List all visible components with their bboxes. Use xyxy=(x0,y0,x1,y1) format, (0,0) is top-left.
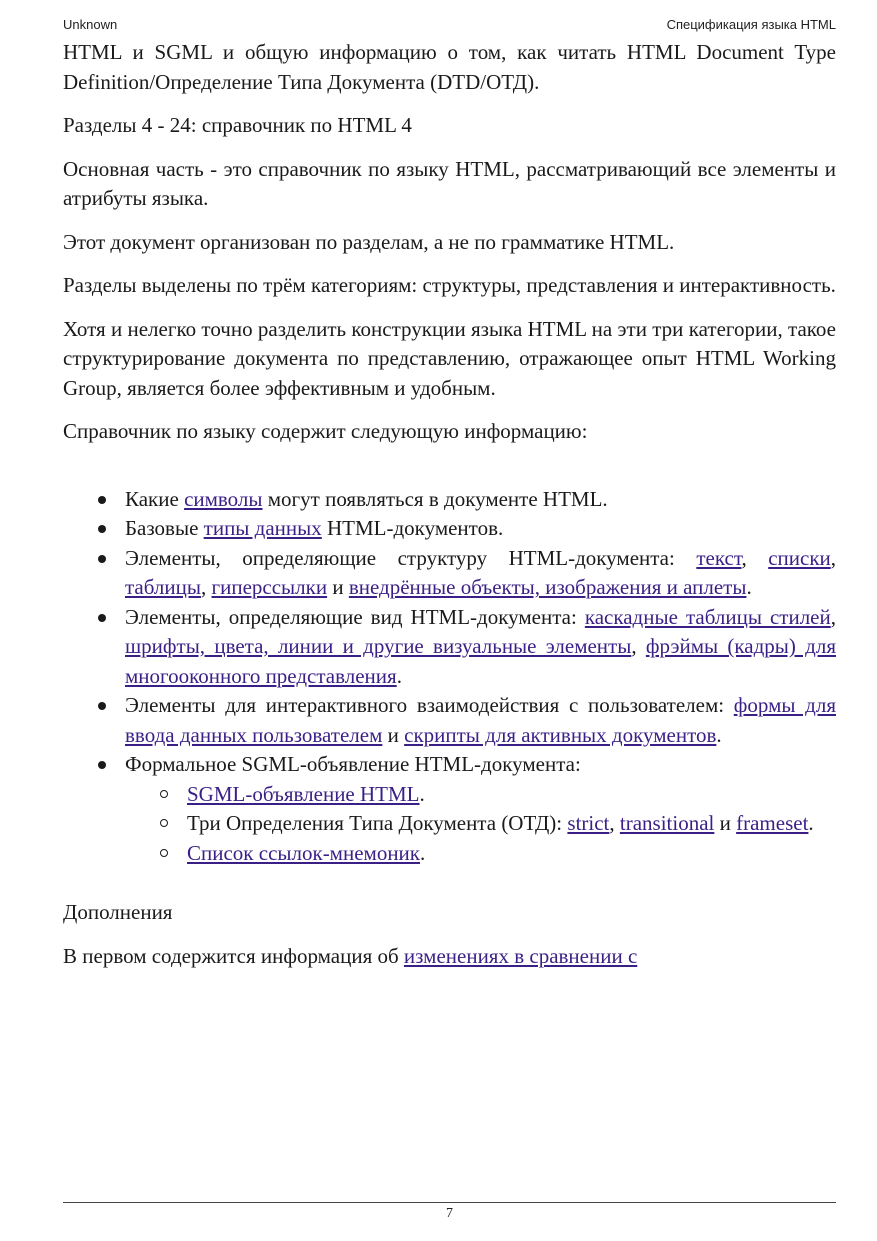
item-text: Какие xyxy=(125,486,185,511)
separator: . xyxy=(746,575,752,599)
separator: и xyxy=(382,722,405,747)
link-hyperlinks[interactable]: гиперссылки xyxy=(211,575,328,599)
separator: . xyxy=(808,811,814,835)
list-item xyxy=(125,603,836,692)
link-tables[interactable]: таблицы xyxy=(125,575,201,599)
footer-rule xyxy=(63,1202,836,1203)
item-text: Формальное SGML-объявление HTML-документа: xyxy=(125,752,581,776)
link-text[interactable]: текст xyxy=(696,545,742,570)
separator: . xyxy=(419,781,425,806)
paragraph: Этот документ организован по разделам, а не по грамматике HTML. xyxy=(63,229,675,254)
separator: , xyxy=(631,634,646,658)
separator: и xyxy=(327,575,349,599)
link-sgml-declaration[interactable]: SGML-объявление HTML xyxy=(187,781,420,806)
document-page xyxy=(63,0,836,1241)
separator: , xyxy=(741,545,769,570)
separator: , xyxy=(830,604,836,629)
sub-list-item xyxy=(187,809,836,839)
separator: , xyxy=(609,811,620,835)
header-right: Спецификация языка HTML xyxy=(666,17,836,32)
item-text: Элементы, определяющие вид HTML-документа: xyxy=(125,604,585,629)
item-text: могут появляться в документе HTML. xyxy=(262,486,608,511)
item-text: Три Определения Типа Документа (ОТД): xyxy=(187,811,568,835)
link-strict-dtd[interactable]: strict xyxy=(567,811,610,835)
separator: . xyxy=(396,663,402,688)
item-text: Элементы, определяющие структуру HTML-документа: xyxy=(125,545,697,570)
link-frames[interactable]: фрэймы (кадры) для многооконного представления xyxy=(125,634,836,688)
section-heading: Дополнения xyxy=(63,900,173,924)
sub-list-item xyxy=(187,839,836,869)
item-text: HTML-документов. xyxy=(321,516,504,540)
paragraph: Разделы выделены по трём категориям: структуры, представления и интерактивность. xyxy=(63,273,836,297)
section-heading: Разделы 4 - 24: справочник по HTML 4 xyxy=(63,113,412,137)
list-item xyxy=(125,544,836,603)
list-item xyxy=(125,691,836,750)
link-fonts-colors[interactable]: шрифты, цвета, линии и другие визуальные элементы xyxy=(125,634,632,658)
link-transitional-dtd[interactable]: transitional xyxy=(619,811,715,835)
link-forms[interactable]: формы для ввода данных пользователем xyxy=(125,693,836,747)
link-changes[interactable]: изменениях в сравнении с xyxy=(403,943,638,968)
paragraph: Хотя и нелегко точно разделить конструкции языка HTML на эти три категории, такое структурирование документа по представлению, отражающее опыт HTML Working Group, является более эффективным и удобным. xyxy=(63,316,836,400)
document-body xyxy=(63,38,836,985)
content-area xyxy=(63,0,836,1200)
sub-list xyxy=(125,780,836,869)
page-number: 7 xyxy=(446,1206,453,1221)
list-item xyxy=(125,750,836,868)
separator: и xyxy=(714,811,737,835)
separator: . xyxy=(716,722,722,747)
separator: , xyxy=(830,545,836,570)
sub-list-item xyxy=(187,780,836,810)
link-data-types[interactable]: типы данных xyxy=(203,516,322,540)
paragraph: HTML и SGML и общую информацию о том, как читать HTML Document Type Definition/Определение Типа Документа (DTD/ОТД). xyxy=(63,40,836,94)
list-item xyxy=(125,514,836,544)
link-stylesheets[interactable]: каскадные таблицы стилей xyxy=(584,604,831,629)
link-frameset-dtd[interactable]: frameset xyxy=(736,811,809,835)
link-embedded-objects[interactable]: внедрённые объекты, изображения и аплеты xyxy=(348,575,747,599)
paragraph: Основная часть - это справочник по языку HTML, рассматривающий все элементы и атрибуты языка. xyxy=(63,156,836,210)
list-item xyxy=(125,485,836,515)
reference-list xyxy=(63,485,836,869)
item-text: В первом содержится информация об xyxy=(63,943,404,968)
paragraph: Справочник по языку содержит следующую информацию: xyxy=(63,419,588,443)
item-text: Элементы для интерактивного взаимодействия с пользователем: xyxy=(125,693,734,717)
link-characters[interactable]: символы xyxy=(184,486,263,511)
separator: , xyxy=(200,575,212,599)
link-entity-references[interactable]: Список ссылок-мнемоник xyxy=(187,840,420,865)
item-text: Базовые xyxy=(125,516,204,540)
link-scripts[interactable]: скрипты для активных документов xyxy=(404,722,717,747)
header-left: Unknown xyxy=(63,17,118,32)
paragraph xyxy=(63,942,836,972)
separator: . xyxy=(420,840,426,865)
link-lists[interactable]: списки xyxy=(768,545,831,570)
